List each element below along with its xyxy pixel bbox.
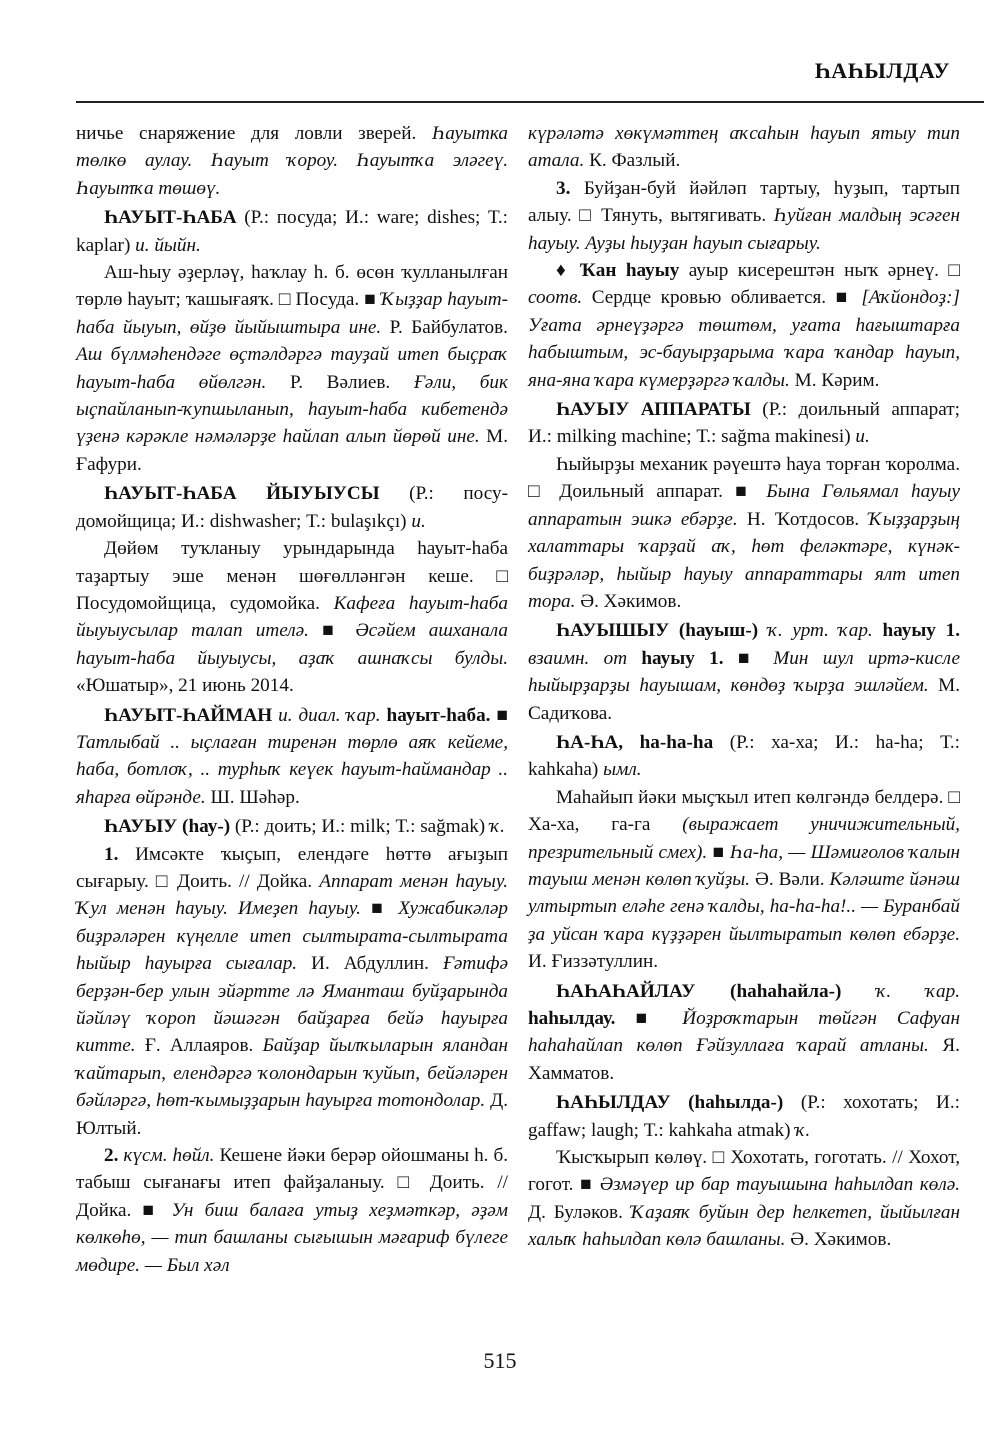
bold-run: һауыу 1. [882, 620, 960, 642]
entry-sense-paragraph [528, 257, 960, 394]
italic-run: и. йыйн. [135, 234, 201, 256]
text-run: Н. Ҡотдосов. [737, 508, 869, 530]
text-run: Ш. Шәһәр. [205, 786, 300, 808]
bold-run: һаһылдау. [528, 1008, 616, 1029]
text-run: Һыйырҙы механик рәүештә һауа торған ҡоролма. □ Доильный аппарат. ■ [528, 453, 960, 503]
italic-run: Татлыбай .. ыҫлаған тиренән төрлө аяҡ кейеме, һаба, ботлоҡ, .. турһыҡ кеүек һауыт-һаймандар .. яһарға өйрәнде. [76, 731, 508, 808]
entry-headword-paragraph [76, 702, 508, 812]
text-run: ■ [308, 620, 356, 642]
bold-run: 2. [104, 1145, 119, 1167]
italic-run: Кәләште йәнәш ултыртып еләһе генә ҡалды, һа-һа-һа!.. — Буранбай ҙа уйсан ҡара күҙҙәрен йылтыратып көлөп ебәрҙе. [528, 868, 960, 945]
column-right [528, 120, 960, 1254]
italic-run: ҡ. урт. ҡар. [767, 620, 873, 642]
entry-headword-paragraph [528, 978, 960, 1088]
entry-definition-paragraph [76, 259, 508, 478]
entry-definition-paragraph [528, 451, 960, 615]
entry-headword-paragraph [528, 617, 960, 727]
text-run: Я. Хамматов. [528, 1035, 960, 1084]
italic-run: Әсәйем ашханала һауыт-һаба йыуыусы, аҙаҡ ашнаҡсы булды. [76, 620, 509, 669]
text-run: Сердце кровью обливается. ■ [582, 287, 862, 309]
text-run: Р. Байбулатов. [381, 316, 508, 338]
bold-run: 3. [556, 177, 571, 199]
running-head: ҺАҺЫЛДАУ [814, 58, 950, 83]
text-run: (Р.: посудомойщица; И.: dishwasher; Т.: bulaşıkçı) [76, 483, 508, 532]
text-run: Кешене йәки берәр ойошманы һ. б. табыш сығанағы итеп файҙаланыу. □ Доить. // Дойка. ■ [76, 1145, 509, 1221]
italic-run: күрәләтә хөкүмәттең аҡсаһын һауып ятыу тип атала. [528, 123, 960, 172]
entry-headword-paragraph [76, 813, 508, 840]
text-run: Имсәкте ҡыҫып, елендәге һөттө ағыҙып сығарыу. □ Доить. // Дойка. [76, 843, 508, 892]
text-run: Ә. Вәли. [750, 868, 830, 890]
text-run [873, 620, 883, 641]
text-run: И. Абдуллин. [297, 953, 443, 975]
text-run: М. Садиҡова. [528, 675, 960, 724]
text-run: Ә. Хәкимов. [785, 1229, 892, 1251]
bold-run: ҺА-ҺА, һа-һа-һа [556, 731, 714, 753]
entry-sense-paragraph [76, 1142, 508, 1279]
text-run [758, 620, 768, 641]
bold-run: ҺАҺЫЛДАУ (һаһылда-) [556, 1092, 784, 1114]
italic-run: Һуйған малдың эсәген һауыу. Ауҙы һыуҙан һауып сығарыу. [528, 205, 960, 254]
italic-run: Аппарат менән һауыу. Ҡул менән һауыу. Имеҙеп һауыу. [76, 870, 508, 920]
text-run: (Р.: ха-ха; И.: ha-ha; Т.: kahkaha) [528, 731, 960, 781]
text-run: ничье снаряжение для ловли зверей. [76, 123, 432, 144]
bold-run: 1. [104, 843, 119, 865]
bold-run: һауыу 1. [641, 647, 724, 669]
text-run [627, 648, 641, 669]
bold-run: ҺАУЫТ-ҺАБА ЙЫУЫУСЫ [104, 483, 380, 505]
italic-run: взаимн. от [528, 647, 628, 669]
italic-run: Аш бүлмәһендәге өҫтәлдәргә тауҙай итеп быҫраҡ һауыт-һаба өйөлгән. [76, 344, 508, 393]
continued-paragraph [528, 120, 960, 175]
italic-run: ҡ. [795, 1119, 811, 1141]
text-run: Р. Вәлиев. [266, 371, 414, 393]
entry-sense-paragraph [528, 175, 960, 257]
italic-run: ҡ. ҡар. [876, 980, 960, 1002]
italic-run: ҡ. [490, 816, 505, 838]
page-number: 515 [483, 1348, 517, 1373]
text-run: Д. Буләков. [528, 1201, 631, 1223]
text-run: (Р.: доить; И.: milk; Т.: sağmak) [230, 816, 490, 838]
text-run: (Р.: доильный аппарат; И.: milking machine; Т.: sağma makinesi) [528, 399, 960, 448]
italic-run: соотв. [528, 287, 583, 309]
bold-run: Ҡан һауыу [579, 260, 680, 282]
text-run: Д. Юлтый. [76, 1090, 508, 1139]
entry-sense-paragraph [76, 841, 508, 1142]
italic-run: Ун биш балаға утыҙ хеҙмәткәр, әҙәм көлкөһө, — тип башланы сығышын мәғариф бүлеге мөдире. — Был хәл [76, 1199, 508, 1276]
italic-run: Һа-һа, — Шәмиғолов ҡалын тауыш менән көлөп ҡуйҙы. [528, 841, 960, 890]
text-run: Ә. Хәкимов. [575, 590, 682, 612]
italic-run: Байҙар йылҡыларын яландан ҡайтарып, елендәргә ҡолондарын ҡуйып, бейәләрен бәйләргә, һөт-ҡымыҙҙарын һауырға тотондолар. [76, 1035, 508, 1112]
text-run: ■ [615, 1008, 683, 1029]
header-rule [76, 101, 984, 103]
text-run: Маһайып йәки мыҫҡыл итеп көлгәндә белдерә. □ Ха-ха, га-га [528, 786, 960, 836]
bold-run: ҺАУЫУ АППАРАТЫ [556, 399, 751, 421]
text-run: (Р.: посуда; И.: ware; dishes; Т.: kaplar) [76, 207, 508, 256]
text-run: Аш-һыу әҙерләү, һаҡлау һ. б. өсөн ҡулланылған төрлө һауыт; ҡашығаяҡ. □ Посуда. ■ [76, 262, 508, 311]
bold-run: ҺАУЫТ-ҺАЙМАН [104, 704, 273, 726]
text-run: ■ [723, 647, 774, 669]
text-run: ■ [707, 841, 730, 863]
entry-headword-paragraph [528, 1089, 960, 1144]
italic-run: күсм. һөйл. [123, 1145, 215, 1167]
bold-run: ҺАУЫТ-ҺАБА [104, 207, 237, 229]
text-run: Дөйөм туҡланыу урындарында һауыт-һаба таҙартыу эше менән шөғөлләнгән кеше. □ Посудомойщица, судомойка. [76, 538, 508, 614]
text-run: Буйҙан-буй йәйләп тартыу, һуҙып, тартып алыу. □ Тянуть, вытягивать. [528, 177, 960, 227]
text-run: ♦ [556, 260, 580, 282]
text-run: Ғ. Аллаяров. [135, 1035, 263, 1057]
italic-run: Ғәли, бик ыҫпайланып-ҡупшыланып, һауыт-һаба кибетендә үҙенә кәрәкле нәмәләрҙе һайлап алып йөрөй ине. [76, 371, 508, 448]
italic-run: и. [855, 426, 870, 448]
text-run: «Юшатыр», 21 июнь 2014. [76, 675, 294, 697]
text-run: ■ [360, 898, 399, 920]
text-run: К. Фазлый. [584, 150, 681, 172]
italic-run: Бына Гөльямал һауыу аппаратын эшкә ебәрҙе. [528, 481, 960, 530]
italic-run: ымл. [603, 759, 642, 781]
bold-run: ҺАУЫУ (һау-) [104, 816, 231, 838]
entry-headword-paragraph [528, 396, 960, 451]
italic-run: Ҡыҙҙарҙың халаттары ҡарҙай аҡ, һөт феләктәре, күнәк-биҙрәләр, һыйыр һауыу аппараттары ялт итеп тора. [528, 508, 960, 612]
italic-run: Һауытка төлкө аулау. Һауыт ҡороу. Һауытҡа эләгеү. Һауытҡа төшөү. [76, 123, 508, 199]
italic-run: Ғәтифә берҙән-бер улын эйәртте лә Яманташ буйҙарында йәйләү ҡороп йәшәгән байҙарға бейә һауырға китте. [76, 953, 508, 1057]
bold-run: ҺАҺАҺАЙЛАУ (һаһаһайла-) [556, 980, 842, 1002]
text-run: Ҡысҡырып көлөү. □ Хохотать, гоготать. // Хохот, гогот. ■ [528, 1147, 960, 1196]
entry-definition-paragraph [528, 1144, 960, 1254]
continued-paragraph [76, 120, 508, 202]
entry-headword-paragraph [528, 729, 960, 784]
entry-headword-paragraph [76, 480, 508, 535]
italic-run: Мин шул иртә-кисле һыйырҙарҙы һауышам, көндөҙ ҡырҙа эшләйем. [528, 647, 961, 697]
text-run: ■ [490, 704, 509, 726]
text-run [841, 981, 876, 1002]
text-run: М. Кәрим. [789, 369, 880, 391]
entry-definition-paragraph [528, 784, 960, 976]
text-run: (Р.: хохотать; И.: gaffaw; laugh; Т.: kahkaha atmak) [528, 1092, 961, 1141]
entry-definition-paragraph [76, 535, 508, 699]
bold-run: ҺАУЫШЫУ (һауыш-) [556, 620, 759, 642]
italic-run: и. диал. ҡар. [278, 704, 381, 726]
bold-run: һауыт-һаба. [386, 704, 491, 726]
italic-run: Йоҙроҡтарын төйгән Сафуан һаһаһайлап көлөп Ғәйзуллаға ҡарай атланы. [528, 1008, 960, 1057]
column-left [76, 120, 508, 1279]
text-run: ауыр кисерештән ныҡ әрнеү. □ [679, 260, 960, 282]
entry-headword-paragraph [76, 204, 508, 259]
italic-run: [Аҡйондоҙ:] Уғата әрнеүҙәргә төштөм, уғата һағыштарға һабыштым, эс-бауырҙарыма ҡара ҡандар һауып, яна-яна ҡара күмерҙәргә ҡалды. [528, 287, 960, 391]
italic-run: и. [411, 510, 426, 532]
text-run: И. Ғиззәтуллин. [528, 951, 659, 973]
italic-run: Әзмәүер ир бар тауышына һаһылдап көлә. [599, 1174, 961, 1196]
italic-run: Ҡаҙаяҡ буйын дер һелкетеп, йыйылған халыҡ һаһылдап көлә башланы. [528, 1201, 960, 1251]
italic-run: Хужабикәләр биҙрәләрен күңелле итеп сылтырата-сылтырата һыйыр һауырға сығалар. [76, 898, 508, 975]
text-run: М. Ғафури. [76, 426, 508, 475]
italic-run: (выражает уничижительный, презрительный смех). [528, 814, 960, 863]
italic-run: Ҡыҙҙар һауыт-һаба йыуып, өйҙө йыйыштыра ине. [76, 289, 508, 338]
italic-run: Кафеға һауыт-һаба йыуыусылар талап ителә. [76, 592, 508, 642]
